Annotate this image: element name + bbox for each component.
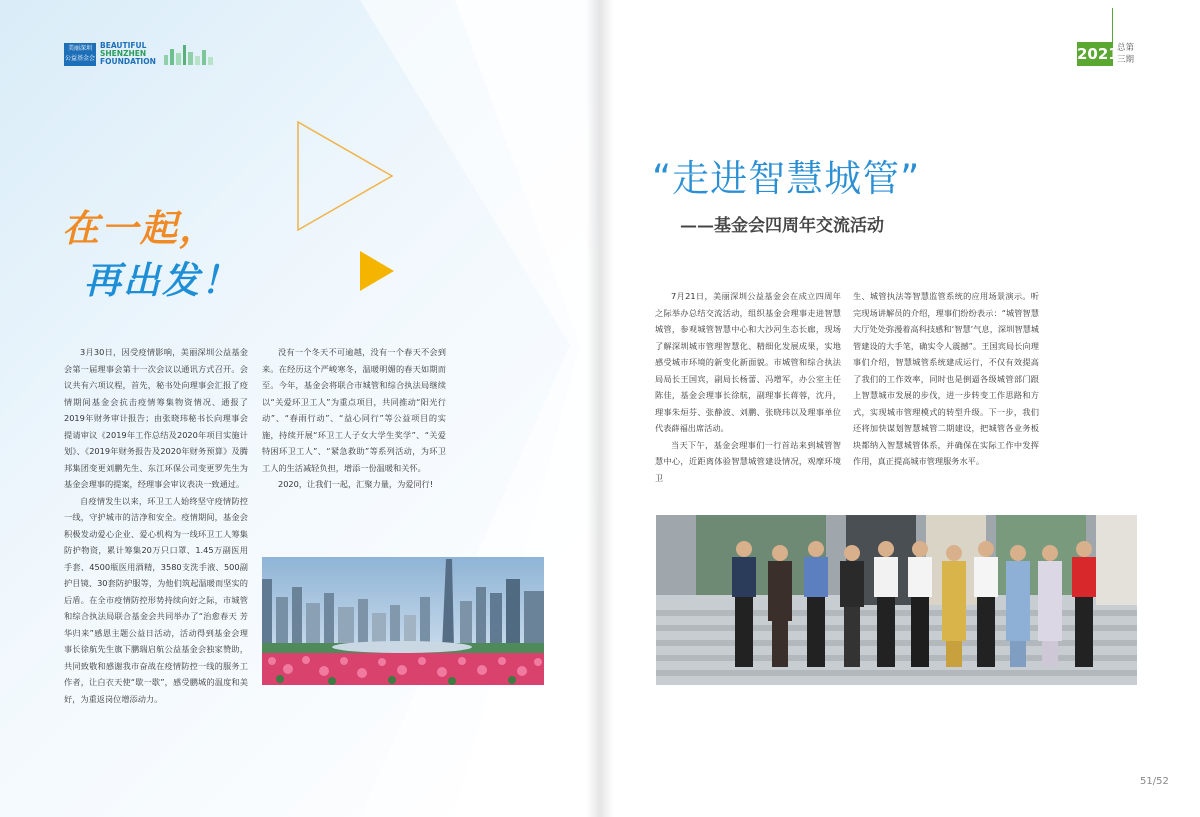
left-title-line2: 再出发！ bbox=[84, 259, 240, 302]
page-number: 51/52 bbox=[1140, 776, 1169, 787]
left-col1-para-1: 3月30日，因受疫情影响，美丽深圳公益基金会第一届理事会第十一次会议以通讯方式召开。会议共有六项议程，首先，秘书处向理事会汇报了疫情期间基金会抗击疫情筹集物资情况、通报了2019年财务审计报告；由张晓玮秘书长向理事会提请审议《2019年工作总结及2020年项目实施计划》、《2019年财务报告及2020年财务预算》及腾邦集团变更刘鹏先生、东江环保公司变更罗先生为基金会理事的提案，经理事会审议表决一致通过。 bbox=[64, 347, 248, 489]
left-column-2 bbox=[262, 344, 446, 493]
right-col1-para-1: 7月21日，美丽深圳公益基金会在成立四周年之际举办总结交流活动，组织基金会理事走进智慧城管，参观城管智慧中心和大沙河生态长廊，现场了解深圳城市管理智慧化、精细化发展成果，实地感受城市环境的新变化新面貌。市城管和综合执法局局长王国宾，副局长杨蕾、冯增军，办公室主任陈佳，基金会理事长徐航，副理事长蒋蓉，沈丹，理事朱烜芬、张静波、刘鹏、张晓玮以及理事单位代表薛福出席活动。 bbox=[655, 291, 841, 433]
issue-label bbox=[1117, 42, 1134, 66]
group-photo-illustration bbox=[656, 515, 1137, 685]
logo-line1: BEAUTIFUL bbox=[100, 41, 147, 50]
foundation-logo bbox=[64, 42, 214, 66]
right-col1-para-2: 当天下午，基金会理事们一行首站来到城管智慧中心，近距离体验智慧城管建设情况，观摩环境卫 bbox=[655, 439, 841, 483]
right-column-1 bbox=[655, 288, 841, 486]
left-col2-para-2: 2020，让我们一起，汇聚力量，为爱同行! bbox=[278, 479, 434, 489]
issue-line1: 总第 bbox=[1117, 43, 1135, 53]
city-skyline-photo bbox=[262, 557, 544, 685]
outline-triangle-icon bbox=[296, 120, 396, 232]
year-badge: 2021 bbox=[1077, 42, 1113, 66]
left-col2-para-1: 没有一个冬天不可逾越，没有一个春天不会到来。在经历这个严峻寒冬，温暖明媚的春天如期而至。今年，基金会将联合市城管和综合执法局继续以“关爱环卫工人”为重点项目，共同推动“阳光行动”、“春雨行动”、“益心同行”等公益项目的实施，持续开展“环卫工人子女大学生奖学”、“关爱特困环卫工人”、“紧急救助”等系列活动，为环卫工人的生活减轻负担，增添一份温暖和关怀。 bbox=[262, 347, 446, 473]
book-spine-shadow bbox=[586, 0, 614, 817]
logo-badge bbox=[64, 43, 96, 66]
logo-badge-bottom: 公益基金会 bbox=[64, 54, 95, 62]
right-title: “走进智慧城管” bbox=[652, 157, 921, 200]
left-col1-para-2: 自疫情发生以来，环卫工人始终坚守疫情防控一线，守护城市的洁净和安全。疫情期间，基金会积极发动爱心企业、爱心机构为一线环卫工人筹集防护物资，累计筹集20万只口罩、1.45万副医用手套、4500瓶医用酒精，3580支洗手液、500副护目镜、30套防护服等，为他们筑起温暖而坚实的后盾。在全市疫情防控形势持续向好之际，市城管和综合执法局联合基金会共同举办了“治愈春天 芳华归来”感恩主题公益日活动，活动得到基金会理事长徐航先生旗下鹏瑞启航公益基金会独家赞助，共同致敬和感谢我市奋战在疫情防控一线的服务工作者，让白衣天使“歇一歇”，感受鹏城的温度和美好，为重返岗位增添动力。 bbox=[64, 495, 248, 704]
right-subtitle: ——基金会四周年交流活动 bbox=[680, 216, 884, 236]
issue-line2: 三期 bbox=[1117, 55, 1135, 65]
left-title-line1: 在一起， bbox=[62, 207, 218, 250]
skyline-illustration bbox=[262, 557, 544, 685]
yellow-triangle-icon bbox=[360, 251, 396, 291]
group-photo bbox=[656, 515, 1137, 685]
logo-line2: SHENZHEN bbox=[100, 49, 147, 58]
right-col2-para-1: 生、城管执法等智慧监管系统的应用场景演示。听完现场讲解员的介绍，理事们纷纷表示：“城管智慧大厅处处弥漫着高科技感和‘智慧’气息，深圳智慧城管建设的大手笔，确实令人震撼”。王国宾局长向理事们介绍，智慧城管系统建成运行，不仅有效提高了我们的工作效率，同时也是倒逼各级城管部门跟上智慧城市发展的步伐，进一步转变工作思路和方式，实现城市管理模式的转型升级。下一步，我们还将加快谋划智慧城管二期建设，把城管各业务板块都纳入智慧城管体系，并确保在实际工作中发挥作用，真正提高城市管理服务水平。 bbox=[853, 291, 1039, 466]
skyline-logo-icon bbox=[162, 43, 214, 65]
logo-badge-top: 美丽深圳 bbox=[67, 44, 92, 52]
logo-text bbox=[100, 42, 156, 66]
right-column-2 bbox=[853, 288, 1039, 470]
left-column-1 bbox=[64, 344, 248, 707]
logo-line3: FOUNDATION bbox=[100, 57, 156, 66]
